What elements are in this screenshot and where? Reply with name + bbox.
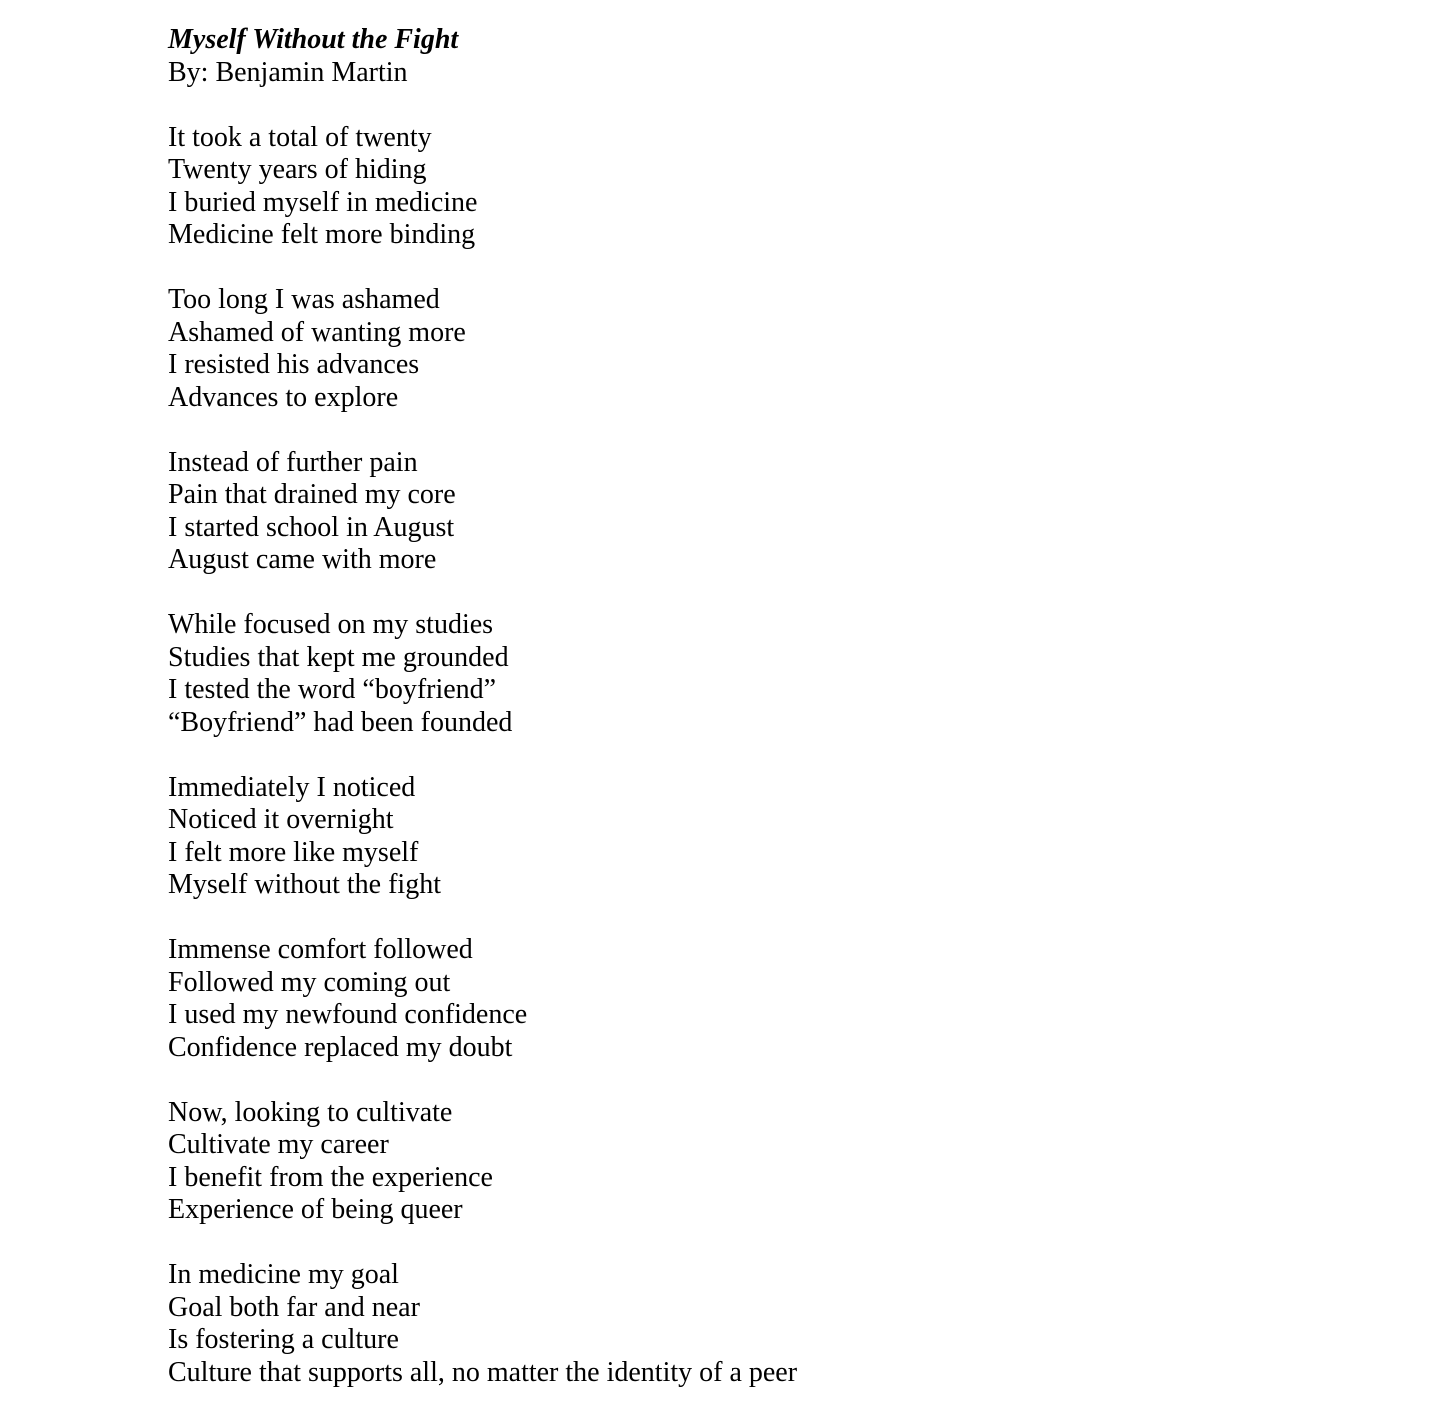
poem-line: Too long I was ashamed xyxy=(168,284,440,315)
poem-line: Ashamed of wanting more xyxy=(168,316,466,348)
poem-line: Pain that drained my core xyxy=(168,479,456,510)
stanza-8 xyxy=(168,1259,1368,1389)
stanza-2 xyxy=(168,284,1368,414)
poem-line: Myself without the fight xyxy=(168,869,441,900)
poem-line: Followed my coming out xyxy=(168,966,451,998)
poem-line: August came with more xyxy=(168,544,437,575)
poem-line: Culture that supports all, no matter the identity of a peer xyxy=(168,1356,798,1388)
poem-line: Advances to explore xyxy=(168,381,399,413)
poem-line: In medicine my goal xyxy=(168,1259,399,1290)
poem-document xyxy=(168,24,1368,1389)
poem-title: Myself Without the Fight xyxy=(168,24,459,55)
poem-line: I resisted his advances xyxy=(168,349,420,380)
poem-line: “Boyfriend” had been founded xyxy=(168,706,513,738)
poem-line: Cultivate my career xyxy=(168,1129,389,1160)
poem-line: I buried myself in medicine xyxy=(168,186,478,218)
poem-line: Instead of further pain xyxy=(168,446,418,478)
stanza-6 xyxy=(168,934,1368,1064)
poem-line: I used my newfound confidence xyxy=(168,999,528,1030)
stanza-5 xyxy=(168,772,1368,902)
poem-line: Noticed it overnight xyxy=(168,804,394,835)
poem-line: Immediately I noticed xyxy=(168,771,416,803)
poem-line: While focused on my studies xyxy=(168,609,494,640)
stanza-4 xyxy=(168,609,1368,739)
poem-line: I started school in August xyxy=(168,511,455,543)
stanza-7 xyxy=(168,1097,1368,1227)
poem-line: Medicine felt more binding xyxy=(168,219,476,250)
poem-line: Confidence replaced my doubt xyxy=(168,1031,513,1063)
poem-line: Studies that kept me grounded xyxy=(168,641,509,673)
poem-byline: By: Benjamin Martin xyxy=(168,56,408,88)
poem-line: Experience of being queer xyxy=(168,1194,463,1225)
poem-line: Is fostering a culture xyxy=(168,1324,399,1355)
poem-line: It took a total of twenty xyxy=(168,121,432,153)
poem-line: Twenty years of hiding xyxy=(168,154,427,185)
poem-line: I benefit from the experience xyxy=(168,1161,493,1193)
poem-line: Goal both far and near xyxy=(168,1291,420,1323)
poem-line: I felt more like myself xyxy=(168,836,419,868)
stanza-3 xyxy=(168,447,1368,577)
poem-line: Now, looking to cultivate xyxy=(168,1096,453,1128)
poem-line: Immense comfort followed xyxy=(168,934,473,965)
stanza-1 xyxy=(168,122,1368,252)
poem-line: I tested the word “boyfriend” xyxy=(168,674,497,705)
